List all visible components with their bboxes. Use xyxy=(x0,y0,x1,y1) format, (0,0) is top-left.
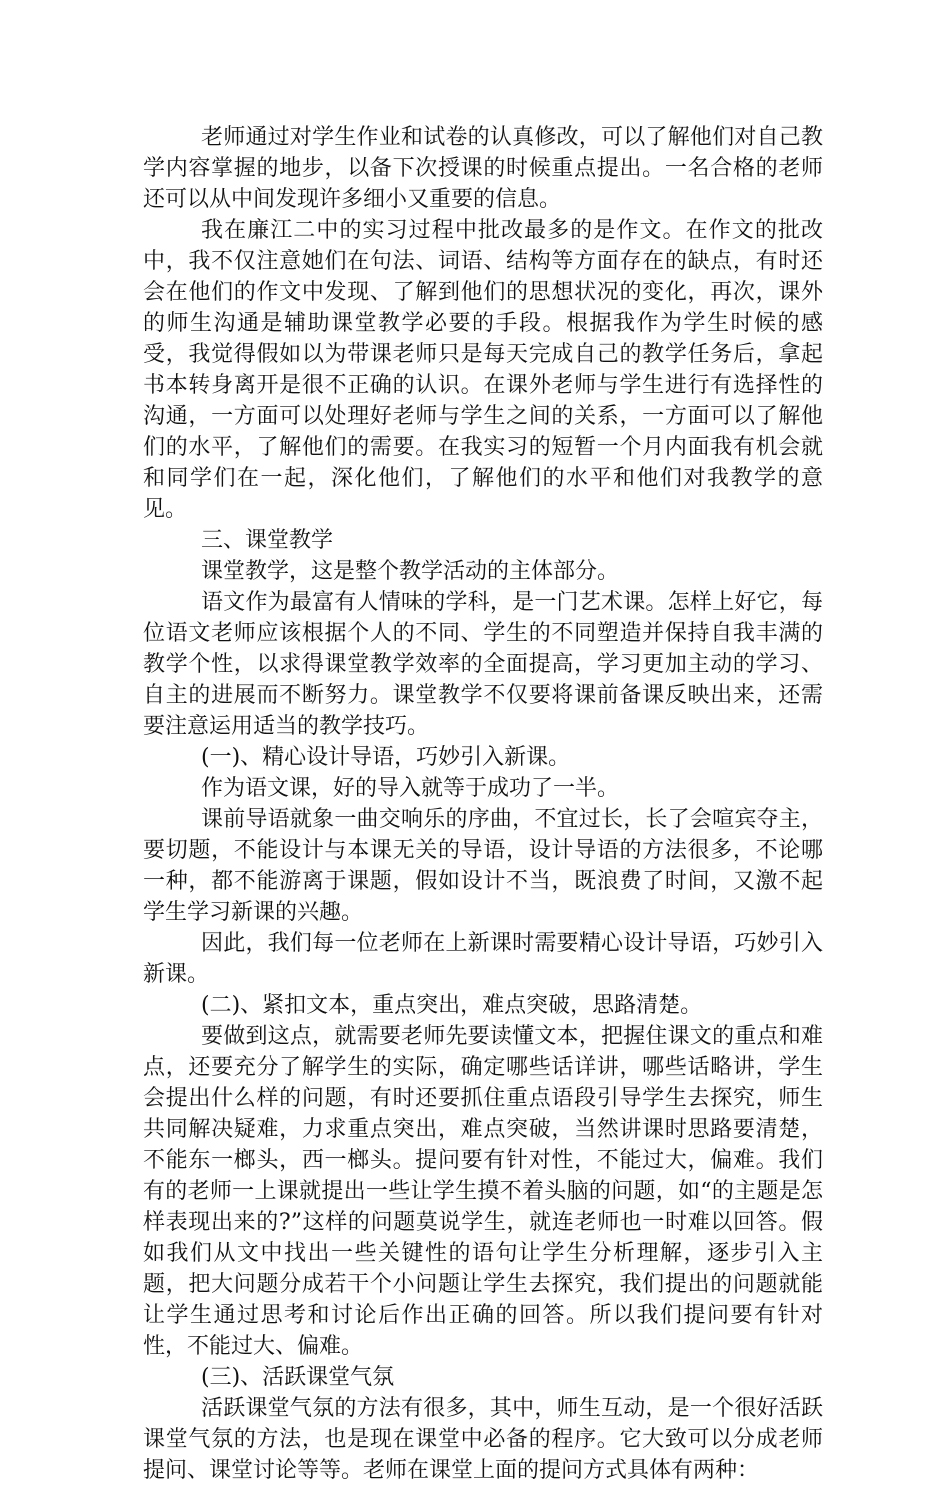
subsection-heading: (二)、紧扣文本，重点突出，难点突破，思路清楚。 xyxy=(201,993,703,1018)
paragraph: 作为语文课，好的导入就等于成功了一半。 xyxy=(201,776,620,801)
paragraph: 语文作为最富有人情味的学科，是一门艺术课。怎样上好它，每位语文老师应该根据个人的不同、学生的不同塑造并保持自我丰满的教学个性，以求得课堂教学效率的全面提高，学习更加主动的学习、自主的进展而不断努力。课堂教学不仅要将课前备课反映出来，还需要注意运用适当的教学技巧。 xyxy=(143,590,823,739)
paragraph: 活跃课堂气氛的方法有很多，其中，师生互动，是一个很好活跃课堂气氛的方法，也是现在课堂中必备的程序。它大致可以分成老师提问、课堂讨论等等。老师在课堂上面的提问方式具体有两种： xyxy=(143,1396,823,1483)
paragraph: 要做到这点，就需要老师先要读懂文本，把握住课文的重点和难点，还要充分了解学生的实际，确定哪些话详讲，哪些话略讲，学生会提出什么样的问题，有时还要抓住重点语段引导学生去探究，师生共同解决疑难，力求重点突出，难点突破，当然讲课时思路要清楚，不能东一榔头，西一榔头。提问要有针对性，不能过大，偏难。我们有的老师一上课就提出一些让学生摸不着头脑的问题，如“的主题是怎样表现出来的?”这样的问题莫说学生，就连老师也一时难以回答。假如我们从文中找出一些关键性的语句让学生分析理解，逐步引入主题，把大问题分成若干个小问题让学生去探究，我们提出的问题就能让学生通过思考和讨论后作出正确的回答。所以我们提问要有针对性，不能过大、偏难。 xyxy=(143,1024,823,1359)
paragraph: 课堂教学，这是整个教学活动的主体部分。 xyxy=(201,559,620,584)
document-body xyxy=(143,122,823,1486)
paragraph: 因此，我们每一位老师在上新课时需要精心设计导语，巧妙引入新课。 xyxy=(143,931,823,987)
paragraph: 课前导语就象一曲交响乐的序曲，不宜过长，长了会喧宾夺主，要切题，不能设计与本课无关的导语，设计导语的方法很多，不论哪一种，都不能游离于课题，假如设计不当，既浪费了时间，又激不起学生学习新课的兴趣。 xyxy=(143,807,823,925)
paragraph: 老师通过对学生作业和试卷的认真修改，可以了解他们对自己教学内容掌握的地步，以备下次授课的时候重点提出。一名合格的老师还可以从中间发现许多细小又重要的信息。 xyxy=(143,125,823,212)
paragraph: 我在廉江二中的实习过程中批改最多的是作文。在作文的批改中，我不仅注意她们在句法、词语、结构等方面存在的缺点，有时还会在他们的作文中发现、了解到他们的思想状况的变化，再次，课外的师生沟通是辅助课堂教学必要的手段。根据我作为学生时候的感受，我觉得假如以为带课老师只是每天完成自己的教学任务后，拿起书本转身离开是很不正确的认识。在课外老师与学生进行有选择性的沟通，一方面可以处理好老师与学生之间的关系，一方面可以了解他们的水平，了解他们的需要。在我实习的短暂一个月内面我有机会就和同学们在一起，深化他们，了解他们的水平和他们对我教学的意见。 xyxy=(143,218,823,522)
subsection-heading: (三)、活跃课堂气氛 xyxy=(201,1365,395,1390)
section-heading: 三、课堂教学 xyxy=(201,528,334,553)
subsection-heading: (一)、精心设计导语，巧妙引入新课。 xyxy=(201,745,571,770)
